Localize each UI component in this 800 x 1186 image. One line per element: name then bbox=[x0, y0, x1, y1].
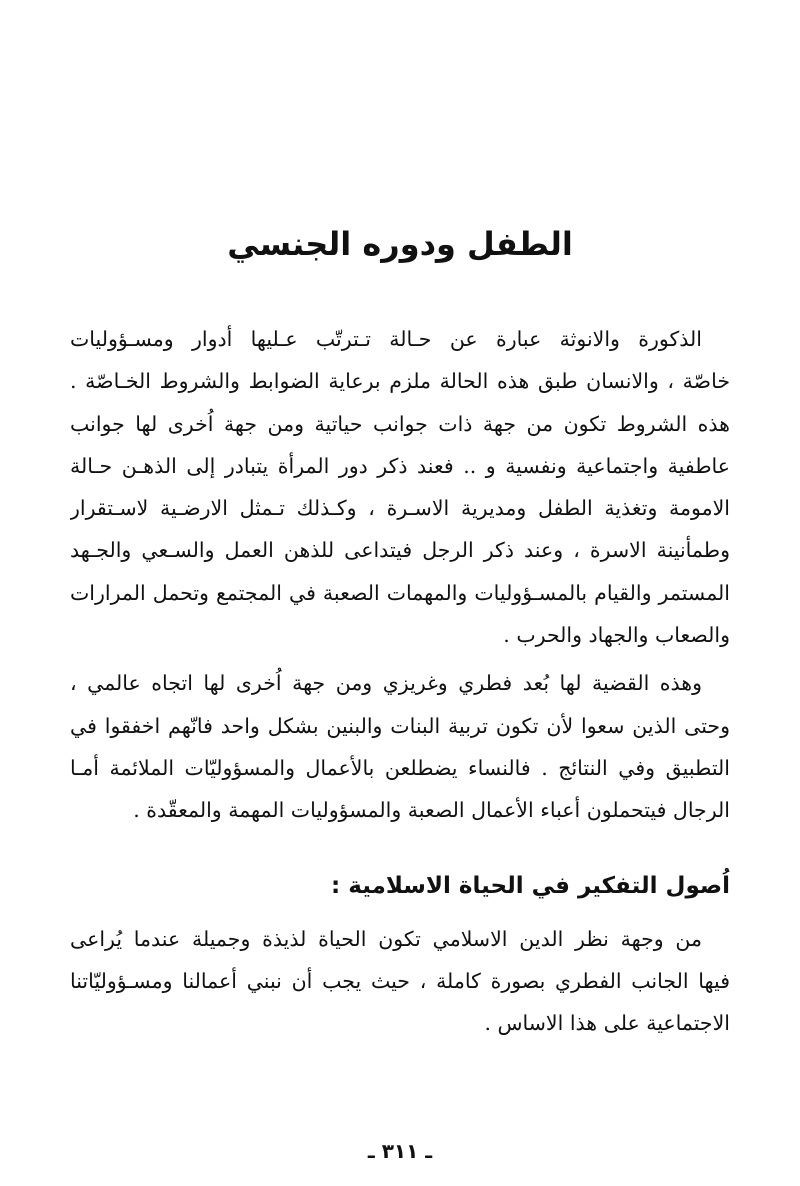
text-line: وهذه القضية لها بُعد فطري وغريزي ومن جهة اُخرى لها اتجاه عالمي ، bbox=[70, 671, 702, 696]
paragraph-1 bbox=[70, 318, 730, 656]
section-heading: اُصول التفكير في الحياة الاسلامية : bbox=[331, 872, 730, 899]
text-line: وحتى الذين سعوا لأن تكون تربية البنات والبنين بشكل واحد فانّهم اخفقوا في bbox=[70, 713, 730, 738]
text-line: وطمأنينة الاسرة ، وعند ذكر الرجل فيتداعى للذهن العمل والسـعي والجـهد bbox=[70, 538, 730, 563]
text-line: الرجال فيتحملون أعباء الأعمال الصعبة والمسؤوليات المهمة والمعقّدة . bbox=[133, 798, 730, 823]
paragraph-2 bbox=[70, 662, 730, 831]
text-line: خاصّة ، والانسان طبق هذه الحالة ملزم برعاية الضوابط والشروط الخـاصّة . bbox=[70, 369, 730, 394]
paragraph-3 bbox=[70, 918, 730, 1045]
text-line: والصعاب والجهاد والحرب . bbox=[503, 623, 730, 648]
text-line: الاجتماعية على هذا الاساس . bbox=[484, 1011, 730, 1036]
text-line: التطبيق وفي النتائج . فالنساء يضطلعن بالأعمال والمسؤوليّات الملائمة أمـا bbox=[70, 755, 730, 780]
text-line: من وجهة نظر الدين الاسلامي تكون الحياة لذيذة وجميلة عندما يُراعى bbox=[70, 926, 702, 951]
body-text bbox=[70, 318, 730, 1044]
page-number: ـ ٣١١ ـ bbox=[367, 1139, 433, 1163]
text-line: فيها الجانب الفطري بصورة كاملة ، حيث يجب أن نبني أعمالنا ومسـؤوليّاتنا bbox=[70, 968, 730, 993]
text-line: عاطفية واجتماعية ونفسية و .. فعند ذكر دور المرأة يتبادر إلى الذهـن حـالة bbox=[70, 453, 730, 478]
text-line: المستمر والقيام بالمسـؤوليات والمهمات الصعبة في المجتمع وتحمل المرارات bbox=[70, 580, 730, 605]
text-line: الامومة وتغذية الطفل ومديرية الاسـرة ، وكـذلك تـمثل الارضـية لاسـتقرار bbox=[70, 496, 730, 521]
text-line: هذه الشروط تكون من جهة ذات جوانب حياتية ومن جهة اُخرى لها جوانب bbox=[70, 411, 730, 436]
text-line: الذكورة والانوثة عبارة عن حـالة تـترتّب عـليها أدوار ومسـؤوليات bbox=[70, 327, 702, 351]
chapter-title: الطفل ودوره الجنسي bbox=[227, 225, 573, 263]
